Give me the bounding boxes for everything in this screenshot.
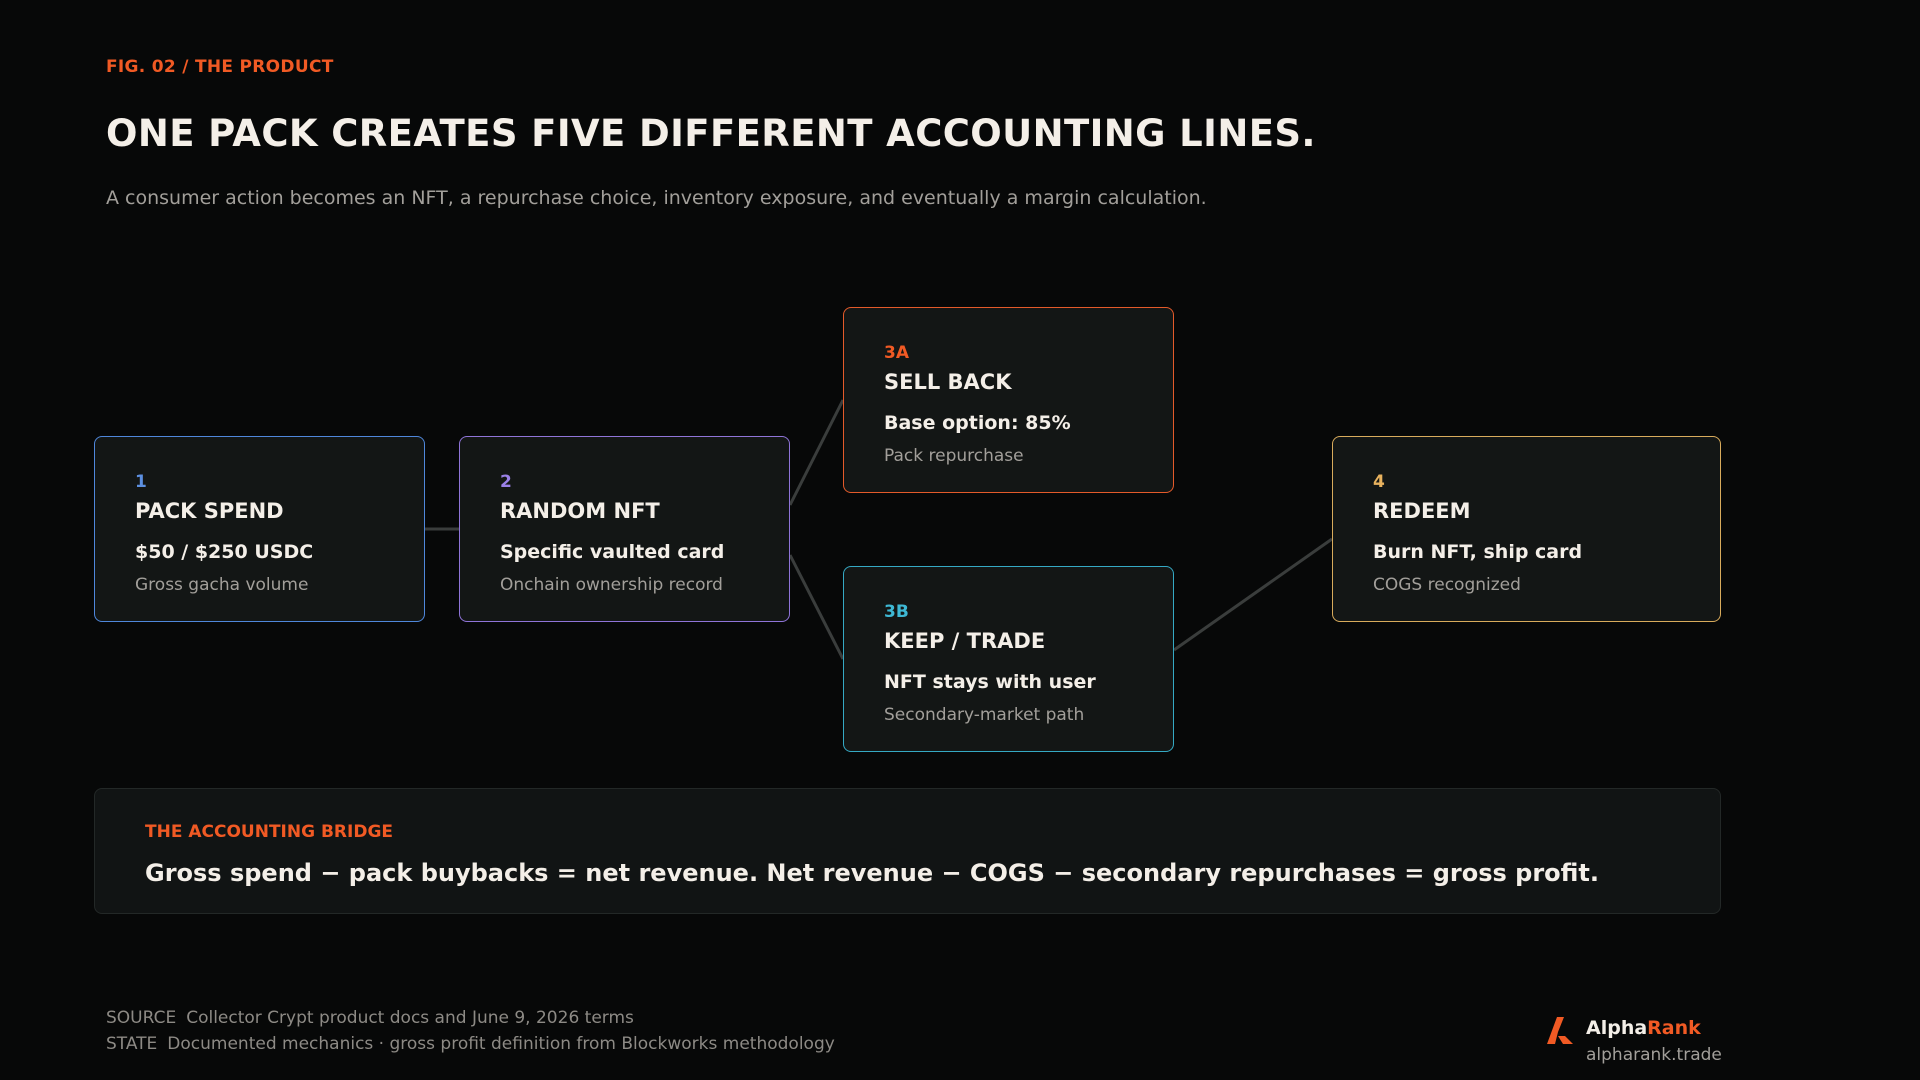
bridge-label: THE ACCOUNTING BRIDGE bbox=[145, 822, 394, 842]
accounting-bridge-panel bbox=[94, 788, 1721, 914]
step-description: Secondary-market path bbox=[884, 705, 1085, 725]
step-name: REDEEM bbox=[1373, 499, 1471, 523]
step-description: Gross gacha volume bbox=[135, 575, 309, 595]
step-description: Pack repurchase bbox=[884, 446, 1024, 466]
brand-name bbox=[1586, 1017, 1701, 1039]
step-card-pack-spend bbox=[94, 436, 425, 622]
alpharank-logo-icon bbox=[1545, 1015, 1575, 1045]
step-value: Burn NFT, ship card bbox=[1373, 541, 1583, 563]
step-card-sell-back bbox=[843, 307, 1174, 493]
connector-2-3a bbox=[790, 400, 843, 505]
step-name: KEEP / TRADE bbox=[884, 629, 1046, 653]
step-description: Onchain ownership record bbox=[500, 575, 723, 595]
connector-2-3b bbox=[790, 555, 843, 659]
step-card-random-nft bbox=[459, 436, 790, 622]
brand-name-part-2: Rank bbox=[1647, 1017, 1701, 1039]
step-number: 3B bbox=[884, 602, 909, 622]
step-value: $50 / $250 USDC bbox=[135, 541, 314, 563]
page-title: ONE PACK CREATES FIVE DIFFERENT ACCOUNTING LINES. bbox=[106, 112, 1316, 155]
brand-name-part-1: Alpha bbox=[1586, 1017, 1648, 1039]
step-card-keep-trade bbox=[843, 566, 1174, 752]
footer-source-text: Collector Crypt product docs and June 9, 2026 terms bbox=[186, 1008, 634, 1028]
step-number: 1 bbox=[135, 472, 147, 492]
footer-state-key: STATE bbox=[106, 1034, 158, 1054]
step-value: Base option: 85% bbox=[884, 412, 1071, 434]
step-name: RANDOM NFT bbox=[500, 499, 660, 523]
footer-source bbox=[106, 1008, 634, 1028]
step-value: Specific vaulted card bbox=[500, 541, 725, 563]
step-name: PACK SPEND bbox=[135, 499, 284, 523]
step-number: 3A bbox=[884, 343, 909, 363]
brand-url: alpharank.trade bbox=[1586, 1045, 1722, 1065]
footer-state-text: Documented mechanics · gross profit definition from Blockworks methodology bbox=[167, 1034, 835, 1054]
footer-source-key: SOURCE bbox=[106, 1008, 177, 1028]
step-number: 2 bbox=[500, 472, 512, 492]
step-description: COGS recognized bbox=[1373, 575, 1521, 595]
footer-state bbox=[106, 1034, 835, 1054]
figure-label: FIG. 02 / THE PRODUCT bbox=[106, 57, 334, 77]
step-name: SELL BACK bbox=[884, 370, 1012, 394]
step-number: 4 bbox=[1373, 472, 1385, 492]
connector-3b-4 bbox=[1174, 539, 1332, 650]
bridge-formula: Gross spend − pack buybacks = net revenue. Net revenue − COGS − secondary repurchases = gross profit. bbox=[145, 859, 1600, 887]
step-value: NFT stays with user bbox=[884, 671, 1096, 693]
step-card-redeem bbox=[1332, 436, 1721, 622]
page-subtitle: A consumer action becomes an NFT, a repurchase choice, inventory exposure, and eventually a margin calculation. bbox=[106, 187, 1207, 209]
